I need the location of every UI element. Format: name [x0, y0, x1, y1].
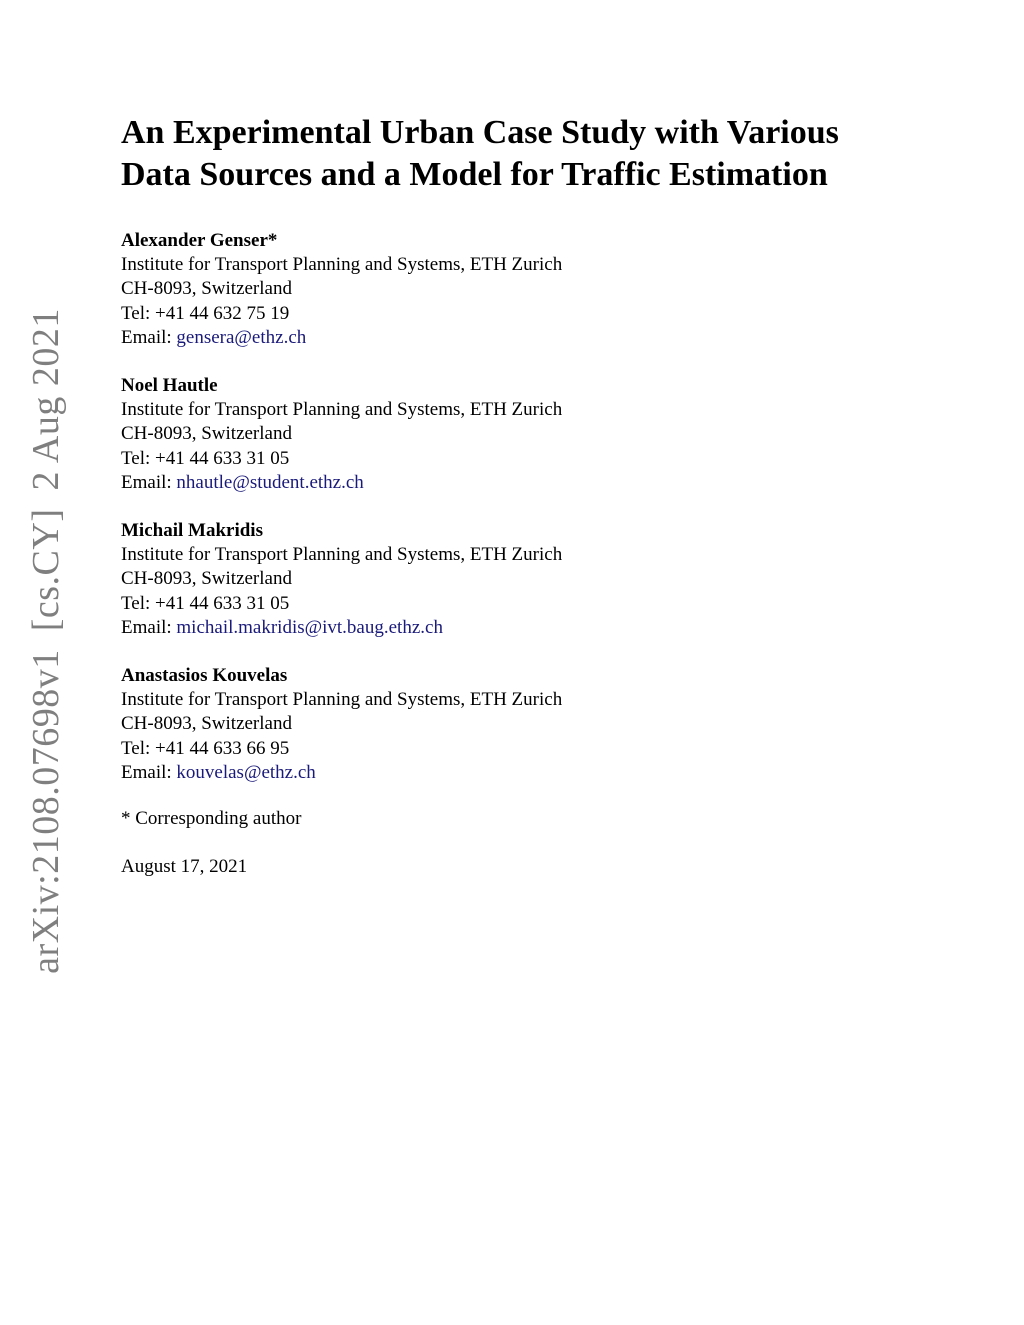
- author-name: Michail Makridis: [121, 520, 263, 542]
- paper-date: August 17, 2021: [121, 856, 248, 877]
- author-email-row: [121, 471, 901, 495]
- author-name: Noel Hautle: [121, 375, 218, 397]
- author-email-row: [121, 326, 901, 350]
- arxiv-id: arXiv:2108.07698v1: [25, 649, 67, 974]
- author-tel: Tel: +41 44 633 31 05: [121, 447, 290, 469]
- email-label: Email:: [121, 326, 177, 348]
- title-block: [121, 112, 941, 196]
- arxiv-stamp: [27, 308, 65, 974]
- author-email-row: [121, 761, 901, 785]
- corresponding-author-note: * Corresponding author: [121, 808, 302, 829]
- arxiv-date: 2 Aug 2021: [25, 308, 67, 491]
- author-entry: [121, 229, 901, 350]
- author-tel: Tel: +41 44 633 66 95: [121, 737, 290, 759]
- email-link[interactable]: kouvelas@ethz.ch: [176, 761, 316, 783]
- author-location: CH-8093, Switzerland: [121, 278, 292, 300]
- author-location: CH-8093, Switzerland: [121, 568, 292, 590]
- email-link[interactable]: gensera@ethz.ch: [176, 326, 307, 348]
- author-affiliation: Institute for Transport Planning and Systems, ETH Zurich: [121, 689, 563, 711]
- author-name: Anastasios Kouvelas: [121, 665, 288, 687]
- author-location: CH-8093, Switzerland: [121, 713, 292, 735]
- author-affiliation: Institute for Transport Planning and Systems, ETH Zurich: [121, 399, 563, 421]
- author-affiliation: Institute for Transport Planning and Systems, ETH Zurich: [121, 254, 563, 276]
- email-link[interactable]: nhautle@student.ethz.ch: [176, 471, 364, 493]
- author-tel: Tel: +41 44 633 31 05: [121, 592, 290, 614]
- author-name: Alexander Genser*: [121, 230, 278, 251]
- paper-title: [121, 112, 941, 196]
- author-entry: [121, 519, 901, 640]
- author-location: CH-8093, Switzerland: [121, 423, 292, 445]
- author-affiliation: Institute for Transport Planning and Systems, ETH Zurich: [121, 544, 563, 566]
- email-label: Email:: [121, 616, 177, 638]
- author-email-row: [121, 616, 901, 640]
- email-label: Email:: [121, 761, 177, 783]
- email-label: Email:: [121, 471, 177, 493]
- title-line-2: Data Sources and a Model for Traffic Estimation: [121, 156, 828, 193]
- arxiv-category: [cs.CY]: [25, 508, 67, 632]
- author-list: [121, 229, 901, 809]
- author-entry: [121, 374, 901, 495]
- author-entry: [121, 664, 901, 785]
- author-tel: Tel: +41 44 632 75 19: [121, 302, 290, 324]
- title-line-1: An Experimental Urban Case Study with Various: [121, 114, 839, 151]
- email-link[interactable]: michail.makridis@ivt.baug.ethz.ch: [176, 616, 443, 638]
